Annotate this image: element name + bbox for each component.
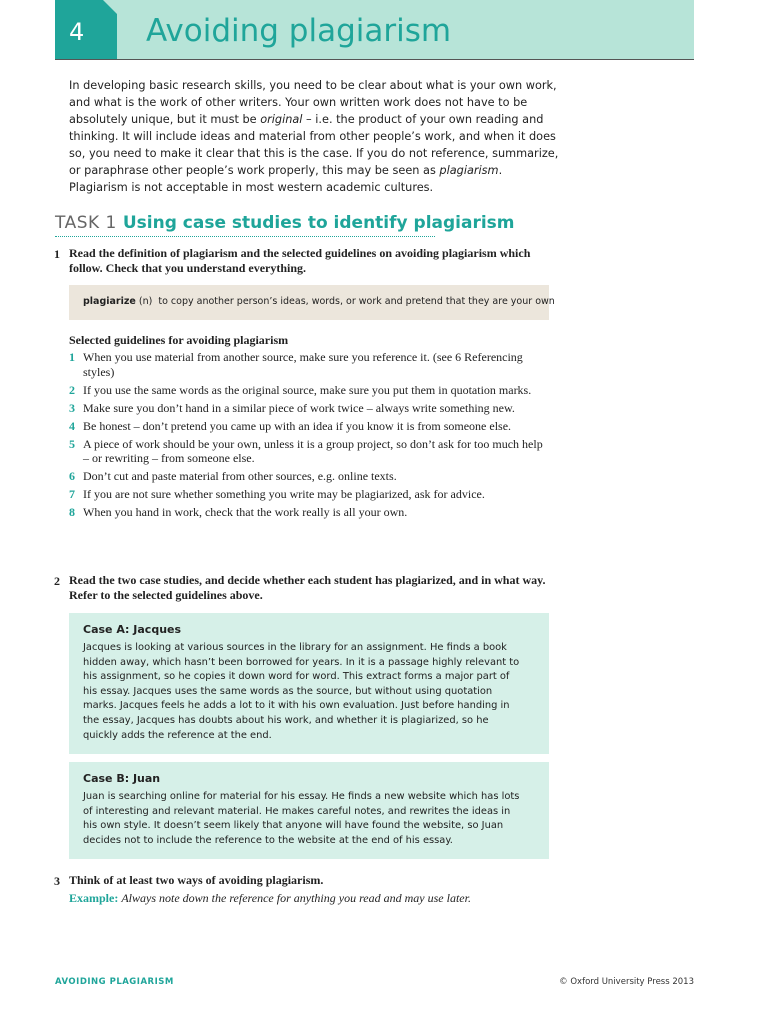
intro-paragraph (69, 77, 559, 196)
page-header (55, 0, 694, 60)
case-title: Case A: Jacques (83, 623, 182, 636)
case-study-box (69, 613, 549, 754)
guideline-item (69, 401, 549, 416)
definition (83, 296, 555, 307)
definition-box (69, 285, 555, 320)
task-heading (55, 213, 515, 237)
guideline-item (69, 419, 549, 434)
guideline-text: Be honest – don’t pretend you came up with an idea if you know it is from someone else. (83, 418, 512, 433)
guideline-number: 1 (69, 350, 75, 364)
guideline-text: When you use material from another source, make sure you reference it. (see 6 Referencing styles) (83, 350, 523, 379)
guideline-item (69, 487, 549, 502)
guideline-number: 5 (69, 436, 75, 451)
guideline-item (69, 350, 549, 379)
question-number: 1 (54, 247, 60, 261)
example-label: Example: (69, 891, 119, 905)
guideline-number: 4 (69, 418, 75, 433)
definition-text: to copy another person’s ideas, words, or work and pretend that they are your own (158, 296, 555, 307)
intro-text-2: – i.e. the product of your own reading and thinking. It will include ideas and material from other people’s work, and when it does so, you need to make it clear that this is the case. If you do not reference, summarize, or paraphrase other people’s work properly, this may be seen as (69, 113, 559, 177)
guideline-item (69, 505, 549, 520)
guidelines-heading: Selected guidelines for avoiding plagiarism (69, 333, 289, 347)
case-text: Jacques is looking at various sources in the library for an assignment. He finds a book hidden away, which hasn’t been borrowed for years. In it is a passage highly relevant to his assignment, so he copies it down word for word. This extract forms a major part of his essay. Jacques uses the same words as the source, but without using quotation marks. Jacques feels he adds a lot to it with his own evaluation. Just before handing in the essay, Jacques has doubts about his work, and whether it is plagiarized, so he quickly adds the reference at the end. (83, 642, 520, 741)
intro-emphasis-original: original (260, 113, 303, 126)
task-label: TASK 1 (55, 213, 117, 233)
page-title: Avoiding plagiarism (146, 13, 452, 49)
guideline-text: When you hand in work, check that the work really is all your own. (83, 505, 408, 519)
footer-copyright: © Oxford University Press 2013 (559, 977, 694, 987)
footer-section-title: AVOIDING PLAGIARISM (55, 977, 174, 987)
unit-number-box (55, 0, 117, 59)
guideline-number: 8 (69, 505, 75, 519)
intro-emphasis-plagiarism: plagiarism (439, 164, 499, 177)
example-text: Always note down the reference for anything you read and may use later. (121, 891, 471, 905)
question-number: 3 (54, 874, 60, 888)
definition-part-of-speech: (n) (138, 296, 153, 307)
case-text: Juan is searching online for material for his essay. He finds a new website which has lots of interesting and relevant material. He makes careful notes, and rewrites the ideas in his own style. It doesn’t seem likely that anyone will have found the website, so Juan decides not to include the reference to the website at the end of his essay. (83, 791, 520, 846)
intro-text-3: . Plagiarism is not acceptable in most western academic cultures. (69, 164, 503, 194)
example (69, 891, 471, 906)
guidelines-list (69, 350, 549, 523)
case-title: Case B: Juan (83, 772, 161, 785)
guideline-text: If you use the same words as the original source, make sure you put them in quotation marks. (83, 382, 532, 397)
guideline-text: If you are not sure whether something you write may be plagiarized, ask for advice. (83, 487, 485, 501)
intro-text-1: In developing basic research skills, you need to be clear about what is your own work, and what is the work of other writers. Your own written work does not have to be absolutely unique, but it must be (69, 79, 557, 126)
definition-term: plagiarize (83, 296, 136, 307)
guideline-text: A piece of work should be your own, unless it is a group project, so don’t ask for too much help – or rewriting – from someone else. (83, 436, 543, 465)
task-title: Using case studies to identify plagiarism (122, 213, 515, 233)
question-number: 2 (54, 574, 60, 588)
question-text: Read the definition of plagiarism and the selected guidelines on avoiding plagiarism which follow. Check that you understand everything. (69, 246, 531, 275)
guideline-text: Make sure you don’t hand in a similar piece of work twice – always write something new. (83, 400, 515, 415)
guideline-text: Don’t cut and paste material from other sources, e.g. online texts. (83, 469, 397, 483)
unit-number: 4 (69, 18, 85, 46)
question-text: Read the two case studies, and decide whether each student has plagiarized, and in what way. Refer to the selected guidelines above. (69, 573, 546, 602)
question-text: Think of at least two ways of avoiding plagiarism. (69, 873, 324, 887)
guideline-item (69, 437, 549, 466)
case-study-box (69, 762, 549, 859)
guideline-number: 2 (69, 382, 75, 397)
guideline-item (69, 469, 549, 484)
guideline-number: 6 (69, 469, 75, 483)
guideline-number: 3 (69, 400, 75, 415)
guideline-item (69, 383, 549, 398)
guideline-number: 7 (69, 487, 75, 501)
